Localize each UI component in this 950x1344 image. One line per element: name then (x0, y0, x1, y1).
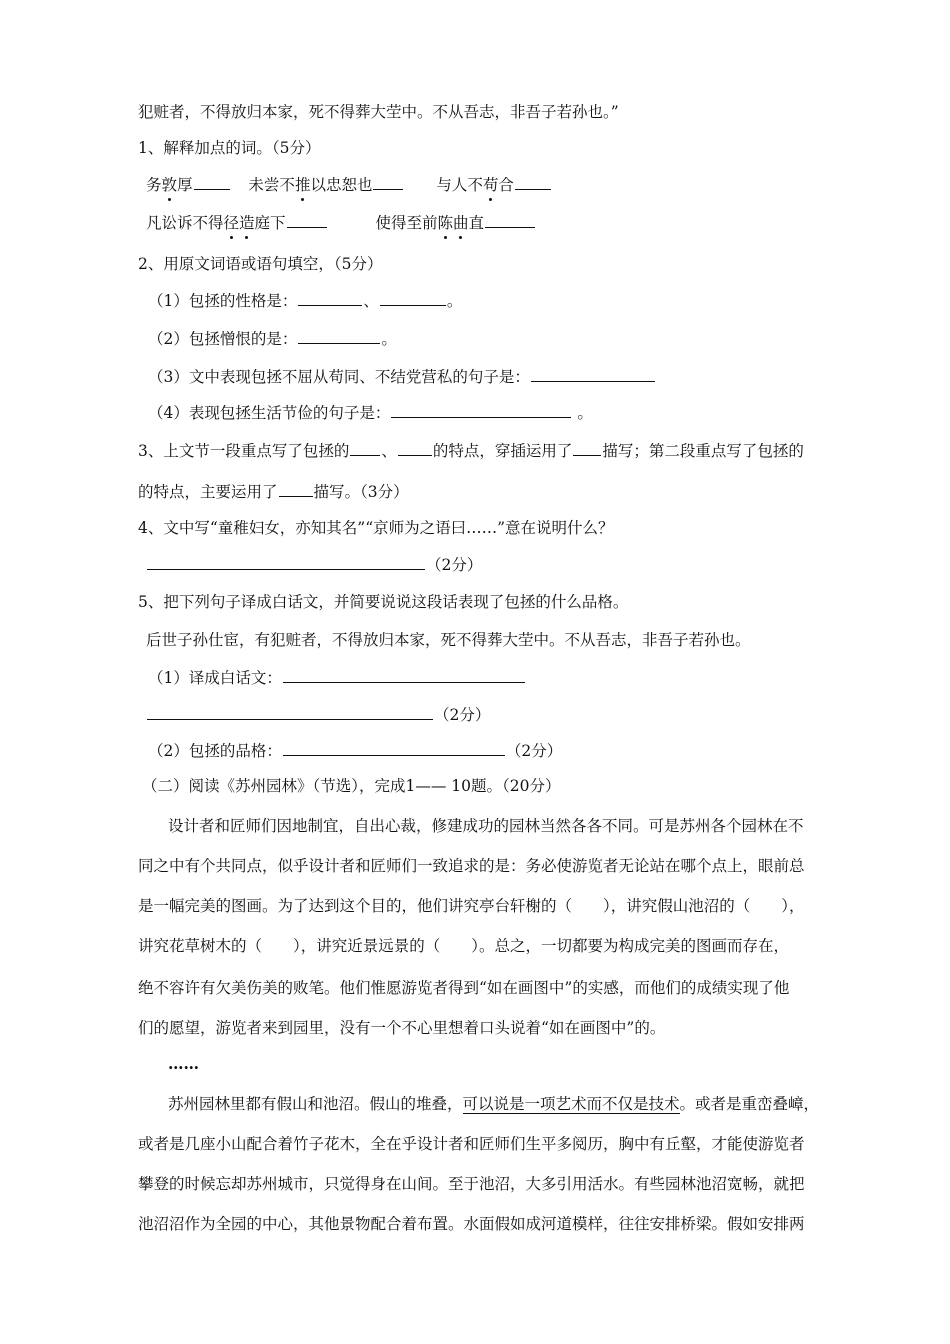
question-5-item-2: （2）包拯的品格： （2分） (148, 742, 563, 760)
question-2-item-4: （4）表现包拯生活节俭的句子是： 。 (148, 404, 593, 422)
term-2: 未尝不推以忠恕也 (248, 176, 373, 194)
question-1-row1 (146, 174, 552, 195)
answer-blank[interactable] (283, 740, 505, 756)
question-1-title: 1、解释加点的词。（5分） (138, 139, 321, 157)
answer-blank[interactable] (373, 174, 403, 190)
question-4-answer: （2分） (146, 554, 482, 575)
section-2-title: （二）阅读《苏州园林》（节选），完成1—— 10题。（20分） (142, 777, 561, 795)
paragraph-line: 池沼沼作为全园的中心，其他景物配合着布置。水面假如成河道模样，往往安排桥梁。假如安排两 (138, 1215, 805, 1233)
answer-blank[interactable] (147, 704, 433, 720)
question-2-item-3: （3）文中表现包拯不屈从苟同、不结党营私的句子是： (148, 366, 656, 387)
question-5-title: 5、把下列句子译成白话文，并简要说说这段话表现了包拯的什么品格。 (138, 593, 629, 611)
answer-blank[interactable] (298, 290, 362, 306)
question-4-title: 4、文中写“童稚妇女，亦知其名”“京师为之语曰……”意在说明什么？ (138, 519, 614, 537)
underlined-sentence: 可以说是一项艺术而不仅是技术 (462, 1095, 680, 1113)
term-5: 使得至前陈曲直 (375, 214, 484, 232)
question-2-title: 2、用原文词语或语句填空，（5分） (138, 255, 383, 273)
question-5-item-1-cont: （2分） (146, 704, 490, 725)
answer-blank[interactable] (380, 290, 446, 306)
answer-blank[interactable] (147, 554, 425, 570)
answer-blank[interactable] (287, 212, 327, 228)
question-3-line-2: 的特点，主要运用了 描写。（3分） (138, 483, 409, 501)
answer-blank[interactable] (194, 174, 230, 190)
answer-blank[interactable] (531, 366, 655, 382)
paragraph-line: 绝不容许有欠美伤美的败笔。他们惟愿游览者得到“如在画图中”的实感，而他们的成绩实现了他 (138, 979, 790, 997)
question-3-line-1: 3、上文节一段重点写了包拯的 、 的特点，穿插运用了 描写；第二段重点写了包拯的 (138, 442, 804, 460)
answer-blank[interactable] (350, 440, 380, 456)
paragraph-line: 设计者和匠师们因地制宜，自出心裁，修建成功的园林当然各各不同。可是苏州各个园林在不 (168, 817, 804, 835)
question-2-item-2: （2）包拯憎恨的是： 。 (148, 330, 397, 348)
term-1: 务敦厚 (146, 176, 193, 194)
answer-blank[interactable] (515, 174, 551, 190)
question-1-row2 (146, 212, 536, 233)
answer-blank[interactable] (391, 402, 571, 418)
term-3: 与人不苟合 (436, 176, 514, 194)
paragraph-line: 是一幅完美的图画。为了达到这个目的，他们讲究亭台轩榭的（ ），讲究假山池沼的（ ）， (138, 897, 805, 915)
question-2-item-1: （1）包拯的性格是： 、 。 (148, 292, 463, 310)
answer-blank[interactable] (283, 667, 525, 683)
paragraph-line: 苏州园林里都有假山和池沼。假山的堆叠，可以说是一项艺术而不仅是技术。或者是重峦叠嶂， (168, 1095, 820, 1113)
paragraph-line: 攀登的时候忘却苏州城市，只觉得身在山间。至于池沼，大多引用活水。有些园林池沼宽畅，就把 (138, 1175, 805, 1193)
paragraph-line: 同之中有个共同点，似乎设计者和匠师们一致追求的是：务必使游览者无论站在哪个点上，眼前总 (138, 857, 805, 875)
answer-blank[interactable] (485, 212, 535, 228)
term-4: 凡讼诉不得径造庭下 (146, 214, 286, 232)
answer-blank[interactable] (279, 481, 313, 497)
ellipsis: …… (168, 1054, 199, 1073)
answer-blank[interactable] (398, 440, 432, 456)
text-line: 犯赃者，不得放归本家，死不得葬大茔中。不从吾志，非吾子若孙也。” (138, 103, 619, 121)
paragraph-line: 讲究花草树木的（ ），讲究近景远景的（ ）。总之，一切都要为构成完美的图画而存在， (138, 937, 790, 955)
paragraph-line: 或者是几座小山配合着竹子花木，全在乎设计者和匠师们生平多阅历，胸中有丘壑，才能使游览者 (138, 1135, 805, 1153)
paragraph-line: 们的愿望，游览者来到园里，没有一个不心里想着口头说着“如在画图中”的。 (138, 1019, 666, 1037)
question-5-quote: 后世子孙仕宦，有犯赃者，不得放归本家，死不得葬大茔中。不从吾志，非吾子若孙也。 (146, 631, 751, 649)
answer-blank[interactable] (573, 440, 601, 456)
answer-blank[interactable] (298, 328, 380, 344)
question-5-item-1: （1）译成白话文： (148, 667, 526, 688)
